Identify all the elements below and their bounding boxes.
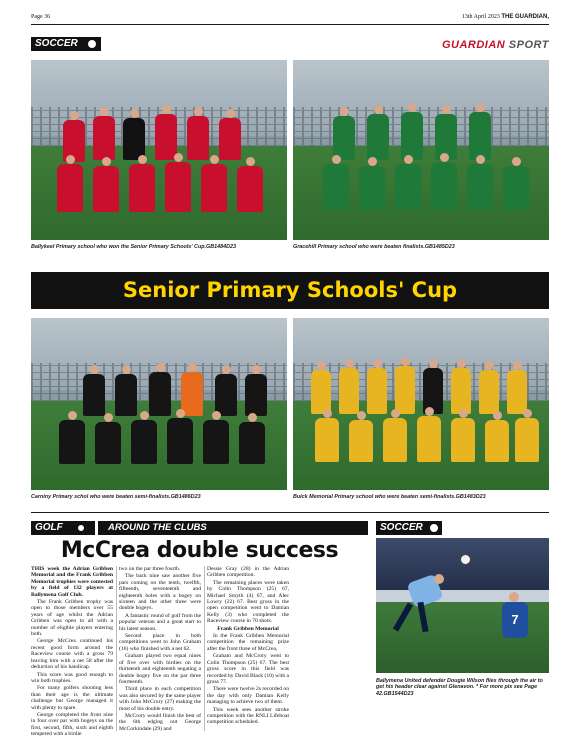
article-paragraph: There were twelve 2s recorded on the day with only Damian Kelly managing to achieve two of them. (207, 686, 289, 706)
football-icon (87, 39, 97, 49)
ballykeel-team-photo (31, 60, 287, 240)
article-paragraph: This week sees another stroke competition with the RNLI Lifeboat competition scheduled. (207, 706, 289, 726)
section-rule (31, 512, 549, 513)
article-paragraph: George completed the front nine in four over par with bogeys on the first, second, fifth, sixth and eighth tempered with a birdie (31, 711, 113, 738)
article-subhead: Frank Gribben Memorial (217, 625, 279, 632)
brand-guardian: GUARDIAN (441, 39, 506, 51)
soccer-section-label: SOCCER (35, 38, 78, 49)
football-in-air (460, 554, 471, 565)
issue-date-line (462, 14, 549, 20)
article-paragraph: The Frank Gribben trophy was open to those members over 55 years of age whilst the Adrian Gribben was open to all with a number of eligible players entering both. (31, 599, 113, 638)
issue-date: 13th April 2023 (461, 14, 500, 20)
golf-headline: McCrea double success (60, 538, 339, 563)
article-column-2 (119, 566, 201, 733)
soccer-side-tab (376, 521, 442, 535)
article-paragraph: George McCrea continued his recent good form around the Raceview course with a gross 79 leaving him with a net 58 after the deduction of his handicap. (31, 638, 113, 671)
carniny-team-photo (31, 318, 287, 490)
publication-name: THE GUARDIAN, (501, 14, 549, 20)
article-paragraph: Second place in both competitions went to John Graham (16) who finished with a net 62. (119, 633, 201, 652)
header-rule (31, 24, 549, 25)
football-icon (429, 523, 439, 533)
article-paragraph: This score was good enough to win both trophies. (31, 671, 113, 684)
column-divider (204, 566, 205, 731)
article-paragraph: The back nine saw another five pars coming on the tenth, twelfth, fifteenth, seventeenth and eighteenth holes with a bogey on sixteen and the other three were double bogeys. (119, 573, 201, 612)
article-paragraph: Third place in each competition was also secured by the same player with John McCrory (27) making the most of his double entry. (119, 686, 201, 712)
guardian-sport-logo (442, 39, 549, 51)
article-paragraph: Graham and McCrory went to Colin Thompson (25) 67. The best gross score in this field was recorded by David Black (10) with a gross 77. (207, 653, 290, 685)
header-action-photo (376, 538, 549, 673)
golf-section-label: GOLF (35, 522, 63, 533)
article-paragraph: McCrory would finish the best of the 6th edging out George McCorkindale (29) and (119, 712, 201, 732)
article-paragraph: THIS week the Adrian Gribben Memorial and the Frank Gribben Memorial trophies were contested by a field of 132 players at Ballymena Golf Club. (31, 566, 113, 598)
article-paragraph: two on the par three fourth. (119, 566, 181, 572)
page-number: Page 36 (31, 14, 51, 20)
carniny-caption: Carniny Primary schol who were beaten semi-finalists.GB1486D23 (31, 494, 201, 500)
soccer-section-tab (31, 37, 101, 51)
article-paragraph: Graham played two equal nines of five over with birdies on the thirteenth and eighteenth negating a double bogey five on the par three fourteenth. (119, 653, 201, 685)
gracehill-caption: Gracehill Primary school who were beaten finalists.GB1485D23 (293, 244, 455, 250)
opponent-player (502, 602, 528, 638)
buick-memorial-caption: Buick Memorial Primary school who were beaten semi-finalists.GB1483D23 (293, 494, 486, 500)
shirt-number: 7 (511, 612, 519, 627)
brand-sport: SPORT (508, 39, 549, 51)
golf-section-tab (31, 521, 95, 535)
golf-ball-icon (77, 524, 85, 532)
article-paragraph: In the Frank Gribben Memorial competition the remaining prize after the front three of McCrea, (207, 633, 289, 652)
column-divider (116, 566, 117, 731)
article-column-3 (207, 566, 289, 727)
buick-memorial-team-photo (293, 318, 549, 490)
article-paragraph: Dessie Gray (28) in the Adrian Gribben competition. (207, 566, 289, 579)
article-column-1 (31, 566, 113, 739)
ballykeel-caption: Ballykeel Primary school who won the Senior Primary Schools' Cup.GB1484D23 (31, 244, 236, 250)
cup-banner: Senior Primary Schools' Cup (31, 272, 549, 309)
soccer-side-caption: Ballymena United defender Dougie Wilson flies through the air to get his header clear against Glenavon. * For more pix see Page 42.GB1544D23 (376, 678, 543, 697)
soccer-side-label: SOCCER (380, 522, 423, 533)
article-paragraph: A fantastic round of golf from the popular veteran and a great start to his latest season. (119, 612, 201, 632)
article-paragraph: The remaining places were taken by Colin Thompson (25) 67, Michael Smyth (4) 67, and Alec Lowry (22) 67. Best gross in the open competition went to Damian Kelly (3) who completed the Raceview course in 70 shots. (207, 579, 289, 625)
article-paragraph: For many golfers shooting less than their age is the ultimate challenge but George managed it with plenty to spare. (31, 685, 113, 711)
around-the-clubs-strap: AROUND THE CLUBS (98, 521, 368, 535)
gracehill-team-photo (293, 60, 549, 240)
